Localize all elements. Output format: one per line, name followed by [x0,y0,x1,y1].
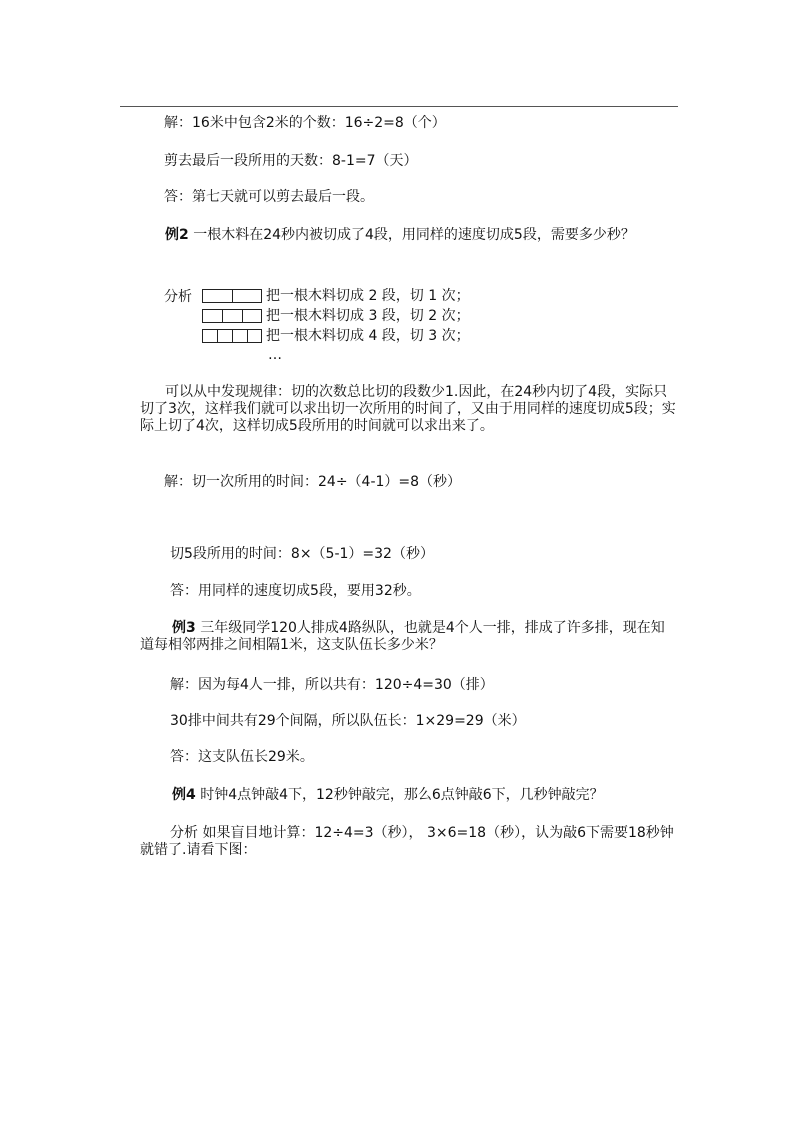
diagram-ellipsis: … [268,347,282,363]
example2-question: 一根木料在24秒内被切成了4段，用同样的速度切成5段，需要多少秒？ [193,227,635,243]
example3-solution-line1: 解：因为每4人一排，所以共有：120÷4=30（排） [170,677,494,693]
diagram-line-3: 把一根木料切成 4 段，切 3 次； [266,328,470,344]
segment-bar-4-parts [202,329,262,343]
example3-solution-line2: 30排中间共有29个间隔，所以队伍长：1×29=29（米） [170,713,526,729]
example3-question: 三年级同学120人排成4路纵队，也就是4个人一排，排成了许多排，现在知道每相邻两排之间相隔1米，这支队伍长多少米？ [140,620,665,653]
solution1-line1: 解：16米中包含2米的个数：16÷2=8（个） [164,115,446,131]
example4-analysis: 分析 如果盲目地计算：12÷4=3（秒）， 3×6=18（秒），认为敲6下需要18秒钟就错了.请看下图： [140,825,674,858]
analysis-label: 分析 [164,289,192,305]
example3-label: 例3 [172,620,196,636]
segment-bar-2-parts [202,289,262,303]
example4-question: 时钟4点钟敲4下，12秒钟敲完，那么6点钟敲6下，几秒钟敲完？ [200,787,604,803]
example2-label: 例2 [165,227,189,243]
example2-explanation: 可以从中发现规律：切的次数总比切的段数少1.因此，在24秒内切了4段，实际只切了3次，这样我们就可以求出切一次所用的时间了，又由于用同样的速度切成5段；实际上切了4次，这样切成5段所用的时间就可以求出来了。 [140,384,676,434]
solution1-line2: 剪去最后一段所用的天数：8-1=7（天） [164,153,418,169]
example2-question-paragraph [140,227,676,244]
example3-question-paragraph [140,620,676,654]
diagram-line-2: 把一根木料切成 3 段，切 2 次； [266,308,470,324]
example3-answer: 答：这支队伍长29米。 [170,749,314,765]
diagram-line-1: 把一根木料切成 2 段，切 1 次； [266,288,470,304]
example2-answer: 答：用同样的速度切成5段，要用32秒。 [170,583,421,599]
example4-label: 例4 [172,787,196,803]
example4-question-paragraph [172,786,604,804]
example2-solution-line1: 解：切一次所用的时间：24÷（4-1）=8（秒） [164,474,462,490]
segment-bar-3-parts [202,309,262,323]
header-rule [120,106,678,107]
example2-solution-line2: 切5段所用的时间：8×（5-1）=32（秒） [170,546,434,562]
solution1-answer: 答：第七天就可以剪去最后一段。 [164,189,374,205]
